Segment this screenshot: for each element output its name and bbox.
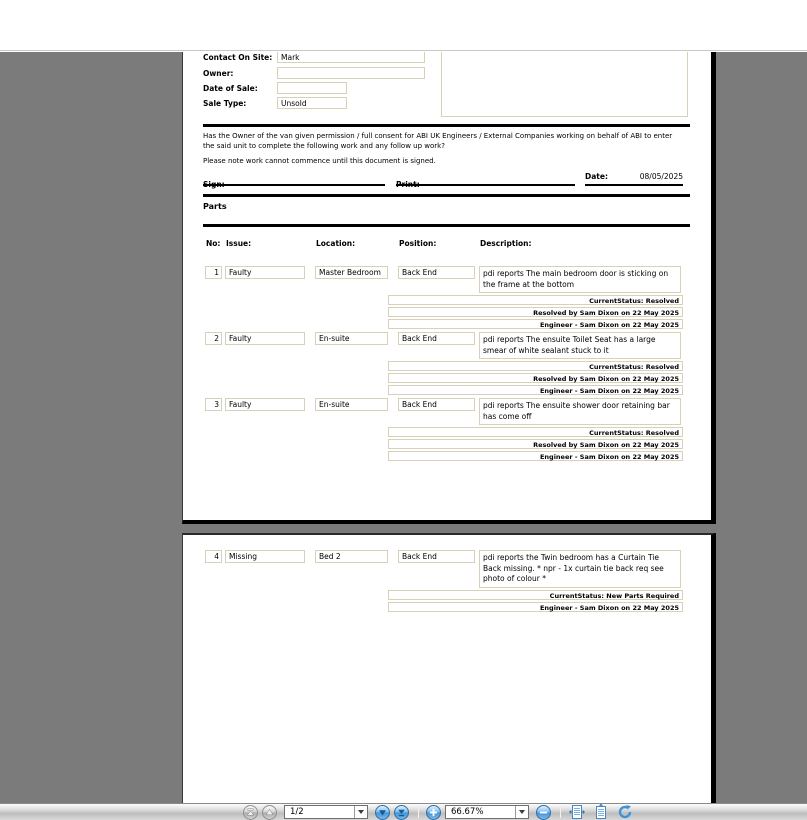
zoom-selector[interactable] xyxy=(445,805,529,819)
field-value-box xyxy=(277,67,425,79)
field-date-of-sale xyxy=(203,82,347,94)
row-statuses xyxy=(203,295,703,329)
page-selector[interactable] xyxy=(284,805,368,819)
zoom-level: 66.67% xyxy=(451,807,484,817)
row-issue: Faulty xyxy=(225,398,305,411)
first-page-icon xyxy=(246,808,255,817)
parts-row-main xyxy=(203,332,703,359)
refresh-button[interactable] xyxy=(616,804,633,820)
field-sale-type xyxy=(203,97,347,109)
field-value-box xyxy=(277,82,347,94)
field-label: Sale Type: xyxy=(203,98,247,108)
row-issue: Faulty xyxy=(225,266,305,279)
status-line: Engineer - Sam Dixon on 22 May 2025 xyxy=(388,451,683,461)
parts-row-main xyxy=(203,398,703,425)
parts-row xyxy=(203,266,703,329)
chevron-down-icon xyxy=(519,810,525,814)
date-label: Date: xyxy=(585,172,608,181)
consent-note: Please note work cannot commence until this document is signed. xyxy=(203,157,436,165)
field-value-box: Unsold xyxy=(277,97,347,109)
page-dropdown-button[interactable] xyxy=(354,806,367,818)
plus-icon xyxy=(429,808,438,817)
notes-empty-box xyxy=(441,52,688,117)
row-position: Back End xyxy=(398,266,475,279)
row-statuses xyxy=(203,361,703,395)
row-description: pdi reports The ensuite Toilet Seat has a large smear of white sealant stuck to it xyxy=(479,332,681,359)
status-line: Resolved by Sam Dixon on 22 May 2025 xyxy=(388,439,683,449)
page-indicator: 1/2 xyxy=(290,807,304,817)
row-position: Back End xyxy=(398,332,475,345)
status-line: CurrentStatus: Resolved xyxy=(388,361,683,371)
document-page-2 xyxy=(182,533,716,803)
separator-line xyxy=(203,124,690,127)
row-issue: Missing xyxy=(225,550,305,563)
field-label: Date of Sale: xyxy=(203,83,258,93)
parts-rows-page1 xyxy=(203,266,703,464)
header-issue: Issue: xyxy=(226,239,252,248)
date-line xyxy=(585,172,683,186)
previous-page-icon xyxy=(265,808,274,817)
row-no: 3 xyxy=(205,398,222,411)
row-position: Back End xyxy=(398,550,475,563)
row-statuses xyxy=(203,590,703,612)
header-no: No: xyxy=(206,239,221,248)
row-no: 4 xyxy=(205,550,222,563)
toolbar-separator xyxy=(418,806,419,818)
print-label: Print: xyxy=(396,180,420,189)
status-line: Engineer - Sam Dixon on 22 May 2025 xyxy=(388,602,683,612)
toolbar-separator xyxy=(560,806,561,818)
parts-table-header xyxy=(203,239,693,248)
header-description: Description: xyxy=(480,239,532,248)
row-location: En-suite xyxy=(315,332,388,345)
print-line xyxy=(396,172,575,189)
preview-toolbar xyxy=(0,803,807,820)
fit-page-icon xyxy=(593,804,609,820)
zoom-in-button[interactable] xyxy=(426,805,441,820)
minus-icon xyxy=(539,808,548,817)
parts-row-main xyxy=(203,266,703,293)
separator-line xyxy=(203,194,690,197)
separator-line xyxy=(203,224,690,227)
parts-section-title: Parts xyxy=(203,202,227,211)
row-description: pdi reports The ensuite shower door retaining bar has come off xyxy=(479,398,681,425)
row-issue: Faulty xyxy=(225,332,305,345)
document-preview-viewport[interactable] xyxy=(0,52,807,803)
sign-label: Sign: xyxy=(203,180,225,189)
status-line: Resolved by Sam Dixon on 22 May 2025 xyxy=(388,307,683,317)
row-location: Master Bedroom xyxy=(315,266,388,279)
parts-row xyxy=(203,332,703,395)
field-owner xyxy=(203,67,425,79)
fit-width-icon xyxy=(569,804,585,820)
parts-row-main xyxy=(203,550,703,588)
status-line: CurrentStatus: New Parts Required xyxy=(388,590,683,600)
status-line: CurrentStatus: Resolved xyxy=(388,427,683,437)
last-page-button[interactable] xyxy=(394,805,409,820)
zoom-out-button[interactable] xyxy=(536,805,551,820)
row-location: En-suite xyxy=(315,398,388,411)
previous-page-button[interactable] xyxy=(262,805,277,820)
fit-width-button[interactable] xyxy=(568,804,585,820)
next-page-icon xyxy=(378,808,387,817)
chevron-down-icon xyxy=(358,810,364,814)
parts-row xyxy=(203,550,703,612)
last-page-icon xyxy=(397,808,406,817)
field-label: Owner: xyxy=(203,68,234,78)
field-contact-on-site xyxy=(203,52,425,63)
consent-question: Has the Owner of the van given permission / full consent for ABI UK Engineers / External Companies working on behalf of ABI to enter the said unit to complete the following work and any follow up work? xyxy=(203,132,673,150)
fit-page-button[interactable] xyxy=(592,804,609,820)
row-position: Back End xyxy=(398,398,475,411)
header-location: Location: xyxy=(316,239,356,248)
status-line: CurrentStatus: Resolved xyxy=(388,295,683,305)
parts-rows-page2 xyxy=(203,550,703,615)
row-no: 1 xyxy=(205,266,222,279)
row-statuses xyxy=(203,427,703,461)
field-label: Contact On Site: xyxy=(203,52,273,62)
document-page-1 xyxy=(182,52,716,524)
status-line: Resolved by Sam Dixon on 22 May 2025 xyxy=(388,373,683,383)
zoom-dropdown-button[interactable] xyxy=(515,806,528,818)
refresh-icon xyxy=(617,804,633,820)
row-no: 2 xyxy=(205,332,222,345)
parts-row xyxy=(203,398,703,461)
top-blank-strip xyxy=(0,0,807,51)
first-page-button[interactable] xyxy=(243,805,258,820)
field-value-box: Mark xyxy=(277,52,425,63)
date-value: 08/05/2025 xyxy=(639,172,683,181)
row-location: Bed 2 xyxy=(315,550,388,563)
status-line: Engineer - Sam Dixon on 22 May 2025 xyxy=(388,319,683,329)
status-line: Engineer - Sam Dixon on 22 May 2025 xyxy=(388,385,683,395)
next-page-button[interactable] xyxy=(375,805,390,820)
row-description: pdi reports the Twin bedroom has a Curtain Tie Back missing. * npr - 1x curtain tie back req see photo of colour * xyxy=(479,550,681,588)
sign-line xyxy=(203,172,385,189)
row-description: pdi reports The main bedroom door is sticking on the frame at the bottom xyxy=(479,266,681,293)
header-position: Position: xyxy=(399,239,437,248)
